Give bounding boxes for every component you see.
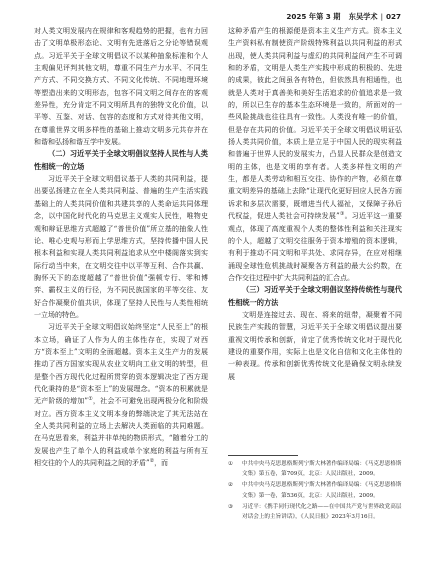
paragraph-text: 习近平关于全球文明倡议始终坚定“人民至上”的根本立场，确证了人作为人的主体性存在，实现了对西方“资本至上”文明的全面超越。资本主义生产力的发展推动了西方国家实现从农业文明向工业文明的转型，但是整个西方现代化过程所贯穿的资本逻辑决定了西方现代化秉持的是“资本至上”的发展理念。“资本的积累就是无产阶级的增加”	[34, 323, 208, 406]
footnote-number: ①	[228, 461, 234, 467]
left-column	[34, 25, 208, 469]
footnote	[228, 459, 402, 479]
body-paragraph	[34, 321, 208, 469]
paragraph-text: ，而	[154, 459, 169, 468]
journal-name: 东吴学术	[348, 12, 378, 21]
footnote-marker[interactable]: ①	[88, 396, 93, 403]
paragraph-text: ，社会不可避免出现两极分化和阶级对立。西方资本主义文明本身的弊端决定了其无法站在全人类共同利益的立场上去解决人类面临的共同难题。在马克思看来，利益并非单纯的物质形式，“随着分工的发展也产生了单个人的利益或单个家庭的利益与所有互相交往的个人的共同利益之间的矛盾”	[34, 397, 208, 468]
issue-label: 2025 年第 3 期	[286, 12, 341, 21]
footnote-text: 习近平：《携手同行现代化之路——在中国共产党与世界政党高层对话会上的主旨讲话》，《人民日报》2023年3月16日。	[242, 503, 402, 521]
paragraph-text: 这种矛盾产生的根源便是资本主义生产方式。资本主义生产资料私有制使资产阶级特殊利益以共同利益的形式出现，使人类共同利益与虚幻的共同利益间产生不可调和的矛盾，文明是人类生产实践中形成的积极的、先进的成果，彼此之间虽各有特色，但依然具有相通性，也就是人类对于真善美和美好生活追求的价值追求是一致的，所以已生存的基本生态环境是一致的，所面对的一些风险挑战也往往具有一致性。人类没有唯一的价值，但是存在共同的价值。习近平关于全球文明倡议明证弘扬人类共同价值，本质上是立足于中国人民的现实利益和普遍于世界人民的发展实力，凸显人民群众是创造文明的主体，也是文明的享有者。人类多样性文明的产生，都是人类劳动和相互交往、协作的产物，必须在尊重文明差异的基础上去除“让现代化更好回应人民各方面诉求和多层次需要，既增进当代人福祉，又保障子孙后代权益，促进人类社会可持续发展”	[228, 27, 402, 221]
paragraph-text: 。习近平这一重要观点，体现了高度重视个人类的整体性利益和关注现实的个人，超越了文明交往服务于资本增殖的资本逻辑，有利于推动不同文明和平共处、求同存异，在应对相继涌现全球性危机挑战时凝聚各方利益的最大公约数，在合作交往过程中扩大共同利益的汇合点。	[228, 212, 402, 282]
footnote-text: 中共中央马克思恩格斯列宁斯大林著作编译局编：《马克思恩格斯文集》第五卷，第709页，北京：人民出版社，2009。	[242, 461, 402, 478]
footnote-marker[interactable]: ②	[149, 458, 155, 465]
body-paragraph: 对人类文明发展内在规律和客观趋势的把握，也有力回击了文明单极形态论、文明有先进落后之分论等错误观点。习近平关于全球文明倡议不以某种抽象标准和个人主观偏见评判其他文明，尊重不同生产力水平、不同生产方式、不同交换方式、不同文化传统、不同地理环境等塑造出来的文明形态，包容不同文明之间存在的客观差异性，充分肯定不同文明所具有的独特文化价值，以平等、互鉴、对话、包容的态度和方式对待其他文明，在尊重世界文明多样性的基础上推动文明多元共存并在和谐和弘扬和谐互学中发展。	[34, 27, 208, 147]
footnote-text: 中共中央马克思恩格斯列宁斯大林著作编译局编：《马克思恩格斯文集》第一卷，第536页，北京：人民出版社，2009。	[242, 482, 402, 499]
body-paragraph	[228, 25, 402, 284]
footnote-marker[interactable]: ③	[339, 211, 345, 218]
section-heading: （三）习近平关于全球文明倡议坚持传统性与现代性相统一的方法	[228, 285, 402, 307]
section-heading: （二）习近平关于全球文明倡议坚持人民性与人类性相统一的立场	[34, 149, 208, 171]
body-paragraph: 文明是连接过去、现在、将来的纽带，凝聚着不同民族生产实践的智慧，习近平关于全球文明倡议提出要重视文明传承和创新，肯定了优秀传统文化对于现代化建设的重要作用，实际上也是文化自信和文化主体性的一种表现。传承和创新优秀传统文化是确保文明永续发展	[228, 310, 402, 381]
header-separator: |	[380, 12, 383, 21]
right-column	[228, 25, 402, 383]
body-paragraph: 习近平关于全球文明倡议基于人类的共同利益，提出要弘扬建立在全人类共同利益、普遍的生产生活实践基础上的人类共同价值和共建共享的人类命运共同体理念，以中国化时代化的马克思主义观实人民性，唯物史观和辩证思维方式超越了“普世价值”所立基的抽象人性论、唯心史观与形而上学思维方式，坚持传播中国人民根本利益和实现人类共同利益追求从空中楼阁落实到实际行动当中来，在文明交往中以平等互利、合作共赢、胸怀天下的态度超越了“普世价值”强顿专行、零和博弈、霸权主义的行径，为不同民族国家的平等交往、友好合作凝聚价值共识，体现了坚持人民性与人类性相统一立场的特色。	[34, 175, 208, 319]
running-header	[0, 10, 401, 23]
footnotes	[228, 459, 402, 523]
footnote-divider	[228, 455, 298, 456]
footnote-number: ③	[228, 503, 234, 510]
footnote	[228, 480, 402, 500]
footnote	[228, 502, 402, 522]
footnote-number: ②	[228, 482, 234, 489]
page-number: 027	[385, 12, 401, 21]
